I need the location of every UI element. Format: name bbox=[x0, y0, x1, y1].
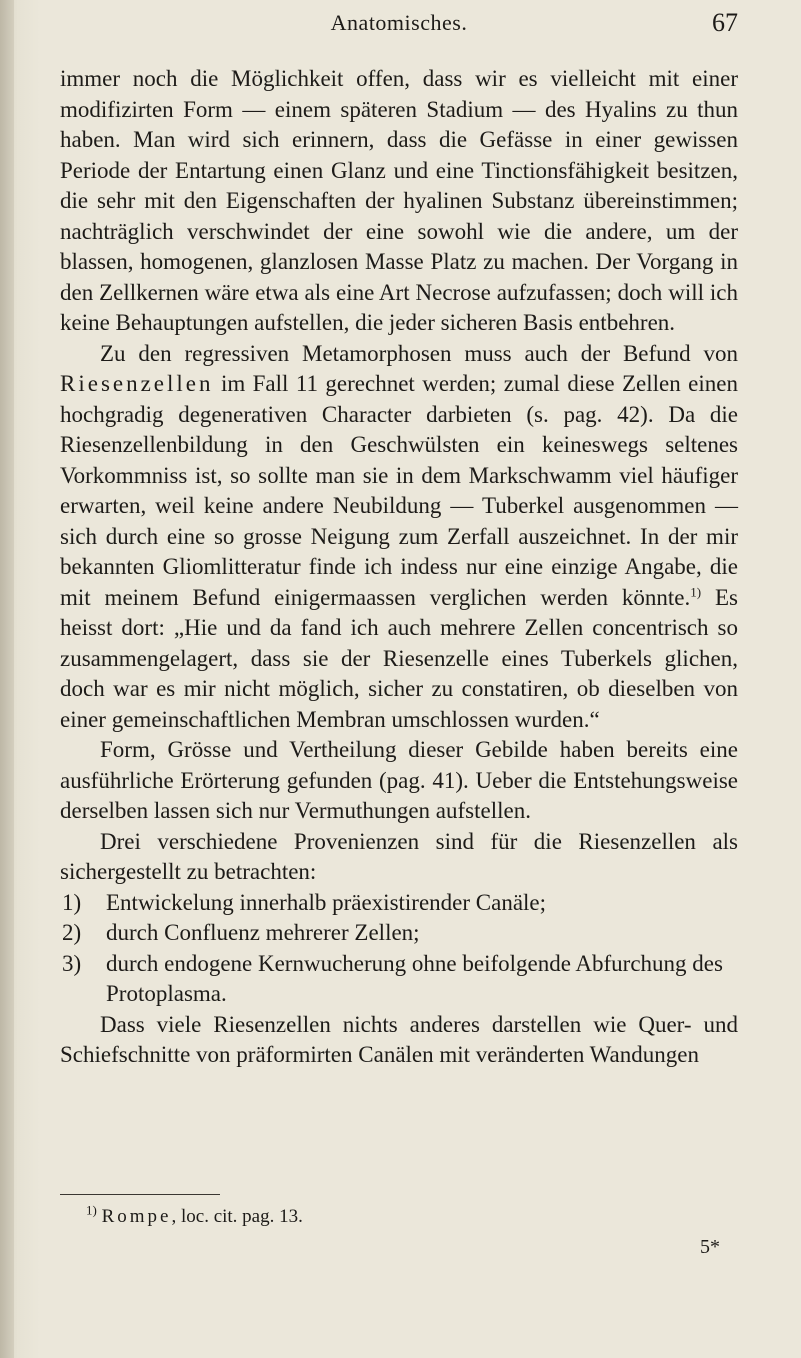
footnote-marker: 1) bbox=[86, 1202, 97, 1218]
list-item-text: durch endogene Kernwucherung ohne beifolgende Abfurchung des Protoplasma. bbox=[106, 950, 723, 1006]
list-item-text: durch Confluenz mehrerer Zellen; bbox=[106, 920, 420, 945]
body-text bbox=[60, 64, 738, 1071]
list-item-number: 1) bbox=[62, 889, 82, 915]
list-item-number: 2) bbox=[62, 920, 82, 945]
footnote bbox=[86, 1202, 303, 1228]
list-item bbox=[60, 949, 738, 1010]
list-item bbox=[60, 918, 738, 949]
footnote-divider bbox=[60, 1194, 220, 1195]
paragraph-2-middle: im Fall 11 gerechnet werden; zumal diese Zellen einen hochgradig degenerativen Character darbieten (s. pag. 42). Da die Riesenzellenbildung in den Geschwülsten ein keineswegs seltenes Vorkommniss ist, so sollte man sie in dem Markschwamm viel häufiger erwarten, weil keine andere Neubildung — Tuberkel ausgenommen — sich durch eine so grosse Neigung zum Zerfall auszeichnet. In der mir bekannten Gliomlitteratur finde ich indess nur eine einzige Angabe, die mit meinem Befund einigermaassen verglichen werden könnte. bbox=[60, 371, 738, 610]
signature-mark: 5* bbox=[700, 1236, 720, 1258]
paragraph-5: Dass viele Riesenzellen nichts anderes darstellen wie Quer- und Schiefschnitte von präformirten Canälen mit veränderten Wandungen bbox=[60, 1011, 738, 1067]
paragraph-2-end: Es heisst dort: „Hie und da fand ich auch mehrere Zellen concentrisch so zusammengelagert, dass sie der Riesenzelle eines Tuberkels glichen, doch war es mir nicht möglich, sicher zu constatiren, ob dieselben von einer gemeinschaftlichen Membran umschlossen wurden.“ bbox=[60, 584, 738, 732]
paragraph-4: Drei verschiedene Provenienzen sind für die Riesenzellen als sichergestellt zu betrachten: bbox=[60, 828, 738, 884]
paragraph-2-start: Zu den regressiven Metamorphosen muss auch der Befund von bbox=[100, 340, 738, 366]
list-item bbox=[60, 888, 738, 919]
footnote-reference: 1) bbox=[690, 583, 702, 599]
footnote-citation: , loc. cit. pag. 13. bbox=[171, 1206, 303, 1227]
paragraph-1: immer noch die Möglichkeit offen, dass wir es vielleicht mit einer modifizirten Form — einem späteren Stadium — des Hyalins zu thun haben. Man wird sich erinnern, dass die Gefässe in einer gewissen Periode der Entartung einen Glanz und eine Tinctionsfähigkeit besitzen, die sehr mit den Eigenschaften der hyalinen Substanz übereinstimmen; nachträglich verschwindet der eine sowohl wie die andere, um der blassen, homogenen, glanzlosen Masse Platz zu machen. Der Vorgang in den Zellkernen wäre etwa als eine Art Necrose aufzufassen; doch will ich keine Behauptungen aufstellen, die jeder sicheren Basis entbehren. bbox=[60, 66, 738, 335]
spaced-term-riesenzellen: Riesenzellen bbox=[60, 371, 214, 396]
running-title: Anatomisches. bbox=[330, 10, 468, 35]
running-header bbox=[60, 4, 738, 44]
binding-edge bbox=[0, 0, 14, 1358]
list-item-number: 3) bbox=[62, 950, 82, 976]
list-item-text: Entwickelung innerhalb präexistirender Canäle; bbox=[106, 889, 547, 915]
paragraph-2 bbox=[60, 339, 738, 736]
footnote-author: Rompe bbox=[101, 1206, 172, 1227]
paragraph-3: Form, Grösse und Vertheilung dieser Gebilde haben bereits eine ausführliche Erörterung gefunden (pag. 41). Ueber die Entstehungsweise derselben lassen sich nur Vermuthungen aufstellen. bbox=[60, 737, 738, 823]
page-number: 67 bbox=[712, 8, 738, 37]
